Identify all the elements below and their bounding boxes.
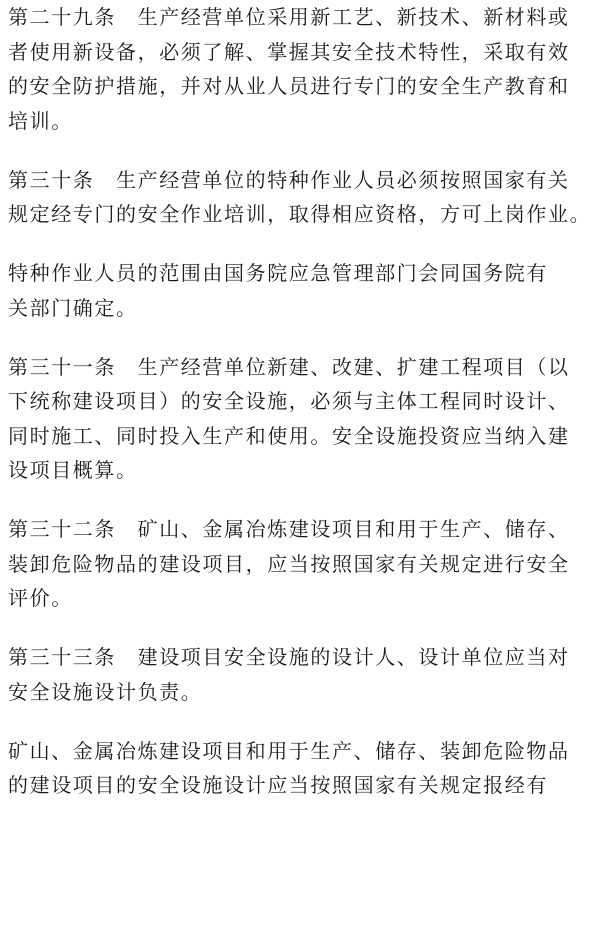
article-32-paragraph bbox=[8, 512, 592, 616]
document-page bbox=[8, 0, 592, 948]
text-line: 第三十三条 建设项目安全设施的设计人、设计单位应当对 bbox=[8, 645, 570, 669]
article-29-paragraph bbox=[8, 0, 592, 138]
text-line: 下统称建设项目）的安全设施，必须与主体工程同时设计、 bbox=[8, 389, 570, 413]
text-line: 第三十二条 矿山、金属冶炼建设项目和用于生产、储存、 bbox=[8, 517, 570, 541]
text-line: 评价。 bbox=[8, 586, 73, 610]
text-line: 同时施工、同时投入生产和使用。安全设施投资应当纳入建 bbox=[8, 423, 570, 448]
text-line: 的建设项目的安全设施设计应当按照国家有关规定报经有 bbox=[8, 773, 548, 797]
text-line: 装卸危险物品的建设项目，应当按照国家有关规定进行安全 bbox=[8, 551, 570, 576]
article-30-paragraph bbox=[8, 163, 592, 232]
article-33-continuation-paragraph bbox=[8, 734, 592, 803]
text-line: 矿山、金属冶炼建设项目和用于生产、储存、装卸危险物品 bbox=[8, 738, 570, 763]
text-line: 第二十九条 生产经营单位采用新工艺、新技术、新材料或 bbox=[8, 5, 570, 29]
article-31-paragraph bbox=[8, 350, 592, 488]
text-line: 安全设施设计负责。 bbox=[8, 679, 203, 704]
text-line: 关部门确定。 bbox=[8, 295, 138, 320]
text-line: 第三十条 生产经营单位的特种作业人员必须按照国家有关 bbox=[8, 167, 570, 192]
text-line: 的安全防护措施，并对从业人员进行专门的安全生产教育和 bbox=[8, 74, 570, 98]
article-30-continuation-paragraph bbox=[8, 256, 592, 325]
text-line: 第三十一条 生产经营单位新建、改建、扩建工程项目（以 bbox=[8, 354, 570, 379]
text-line: 规定经专门的安全作业培训，取得相应资格，方可上岗作业。 bbox=[8, 202, 592, 226]
text-line: 设项目概算。 bbox=[8, 458, 138, 482]
text-line: 培训。 bbox=[8, 108, 73, 133]
text-line: 特种作业人员的范围由国务院应急管理部门会同国务院有 bbox=[8, 261, 548, 285]
text-line: 者使用新设备，必须了解、掌握其安全技术特性，采取有效 bbox=[8, 39, 570, 64]
article-33-paragraph bbox=[8, 640, 592, 709]
